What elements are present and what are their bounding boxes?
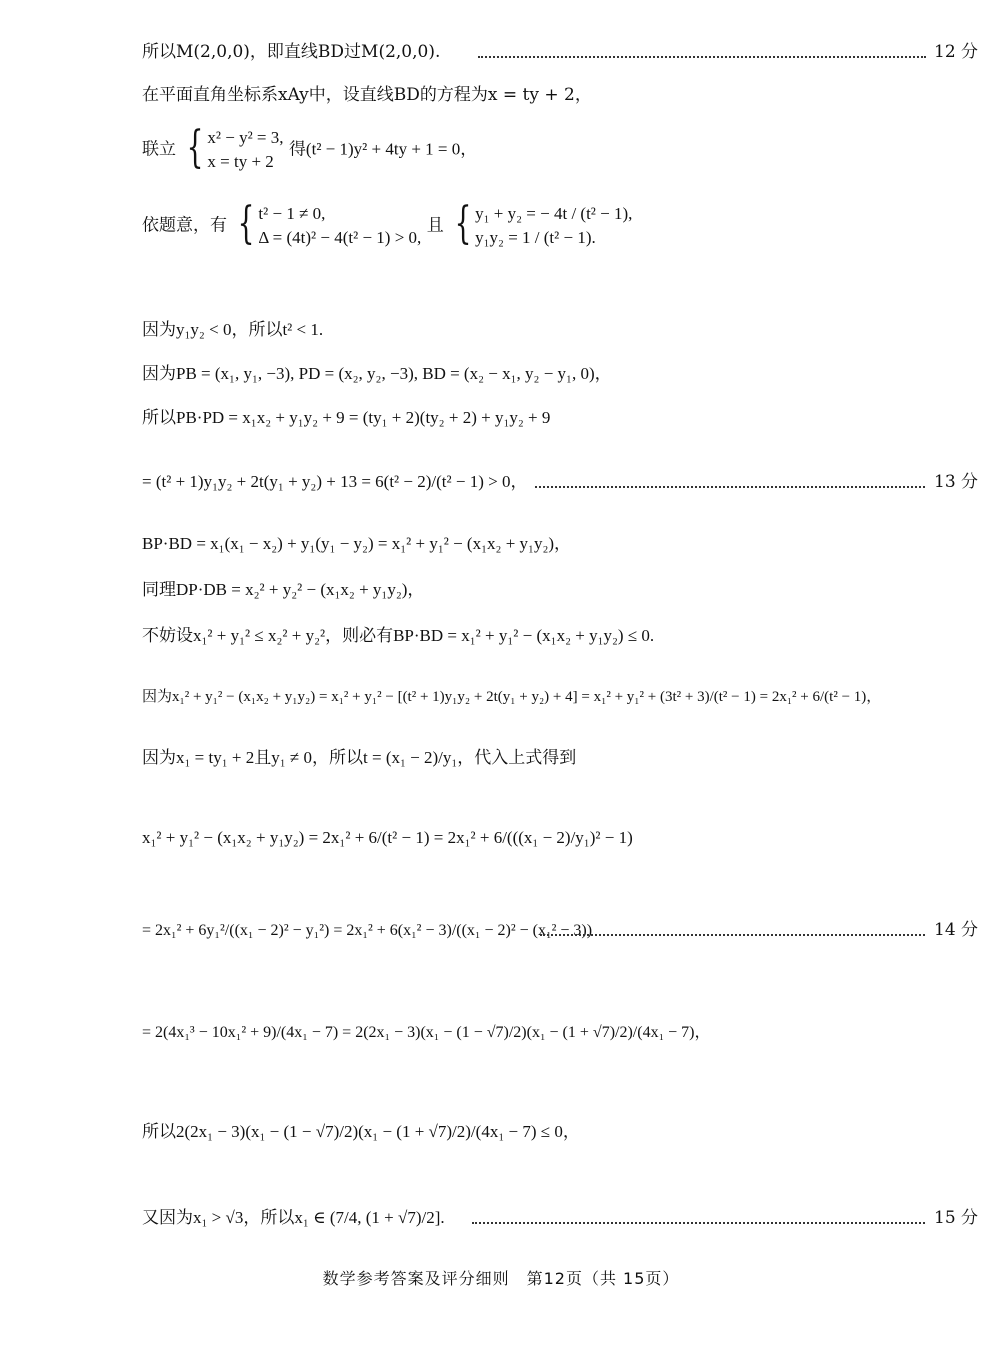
line-13-text: 因为x₁ = ty₁ + 2且y₁ ≠ 0，所以t = (x₁ − 2)/y₁，代入上式得到: [142, 748, 577, 767]
line-14: [142, 826, 633, 850]
line-3-post: 得(t² − 1)y² + 4ty + 1 = 0，: [288, 139, 478, 159]
line-1-text: 所以M(2,0,0)，即直线BD过M(2,0,0).: [142, 42, 441, 62]
page-footer: 数学参考答案及评分细则 第12页（共 15页）: [322, 1269, 680, 1288]
system-1-row-1: x² − y² = 3,: [207, 128, 284, 147]
line-5: [142, 318, 323, 342]
line-5-text: 因为y₁y₂ < 0，所以t² < 1.: [142, 320, 324, 339]
line-4: [142, 198, 633, 250]
line-17: [142, 1120, 580, 1144]
system-1: { x² − y² = 3, x = ty + 2: [187, 122, 284, 173]
system-2-row-1: t² − 1 ≠ 0,: [258, 204, 326, 223]
leader-dots-15: [472, 1222, 925, 1224]
line-7: [142, 406, 550, 430]
line-11-text: 不妨设x₁² + y₁² ≤ x₂² + y₂²，则必有BP·BD = x₁² + y₁² − (x₁x₂ + y₁y₂) ≤ 0.: [142, 626, 655, 645]
line-9: [142, 532, 571, 556]
line-4-pre: 依题意，有: [142, 215, 227, 236]
line-15-text: = 2x₁² + 6y₁²/((x₁ − 2)² − y₁²) = 2x₁² + 6(x₁² − 3)/((x₁ − 2)² − (x₁² − 3)): [142, 922, 593, 939]
line-7-text: 所以PB·PD = x₁x₂ + y₁y₂ + 9 = (ty₁ + 2)(ty₂ + 2) + y₁y₂ + 9: [142, 408, 551, 427]
line-11: [142, 624, 654, 648]
line-12: [142, 684, 881, 709]
system-2-row-2: Δ = (4t)² − 4(t² − 1) > 0,: [258, 228, 422, 247]
score-15: 15 分: [934, 1208, 979, 1228]
line-15: [142, 918, 592, 943]
leader-dots-12: [478, 56, 926, 58]
line-9-text: BP·BD = x₁(x₁ − x₂) + y₁(y₁ − y₂) = x₁² + y₁² − (x₁x₂ + y₁y₂)，: [142, 534, 572, 553]
leader-dots-13: [535, 486, 925, 488]
line-10: [142, 578, 424, 602]
line-3: [142, 122, 478, 174]
line-10-text: 同理DP·DB = x₂² + y₂² − (x₁x₂ + y₁y₂)，: [142, 580, 425, 599]
line-13: [142, 746, 576, 770]
line-8-text: = (t² + 1)y₁y₂ + 2t(y₁ + y₂) + 13 = 6(t² − 2)/(t² − 1) > 0，: [142, 472, 528, 491]
score-14: 14 分: [934, 920, 979, 940]
score-12: 12 分: [934, 42, 979, 62]
line-3-pre: 联立: [142, 139, 176, 160]
system-1-row-2: x = ty + 2: [207, 152, 274, 171]
line-17-text: 所以2(2x₁ − 3)(x₁ − (1 − √7)/2)(x₁ − (1 + √7)/2)/(4x₁ − 7) ≤ 0，: [142, 1122, 580, 1141]
system-3-row-2: y₁y₂ = 1 / (t² − 1).: [475, 228, 596, 247]
leader-dots-14: [540, 934, 925, 936]
score-13: 13 分: [934, 472, 979, 492]
line-12-text: 因为x₁² + y₁² − (x₁x₂ + y₁y₂) = x₁² + y₁² − [(t² + 1)y₁y₂ + 2t(y₁ + y₂) + 4] = x₁² + y₁² + (3t² + 3)/(t² − 1) = 2x₁² + 6/(t² − 1)，: [142, 689, 882, 705]
line-16-text: = 2(4x₁³ − 10x₁² + 9)/(4x₁ − 7) = 2(2x₁ − 3)(x₁ − (1 − √7)/2)(x₁ − (1 + √7)/2)/(4x₁ − 7)，: [142, 1024, 711, 1041]
system-3: { y₁ + y₂ = − 4t / (t² − 1), y₁y₂ = 1 / (t² − 1).: [454, 198, 633, 249]
line-6-text: 因为PB = (x₁, y₁, −3), PD = (x₂, y₂, −3), BD = (x₂ − x₁, y₂ − y₁, 0)，: [142, 364, 612, 383]
system-3-row-1: y₁ + y₂ = − 4t / (t² − 1),: [475, 204, 633, 223]
line-4-mid: 且: [426, 215, 444, 236]
line-14-text: x₁² + y₁² − (x₁x₂ + y₁y₂) = 2x₁² + 6/(t² − 1) = 2x₁² + 6/(((x₁ − 2)/y₁)² − 1): [142, 828, 633, 847]
line-6: [142, 362, 612, 386]
line-2: [142, 83, 592, 107]
line-8: [142, 470, 527, 494]
line-18: [142, 1206, 445, 1230]
line-2-text: 在平面直角坐标系xAy中，设直线BD的方程为x = ty + 2，: [142, 85, 592, 105]
line-18-text: 又因为x₁ > √3，所以x₁ ∈ (7/4, (1 + √7)/2].: [142, 1208, 445, 1227]
line-1: [142, 40, 440, 64]
system-2: { t² − 1 ≠ 0, Δ = (4t)² − 4(t² − 1) > 0,: [238, 198, 422, 249]
line-16: [142, 1020, 711, 1045]
